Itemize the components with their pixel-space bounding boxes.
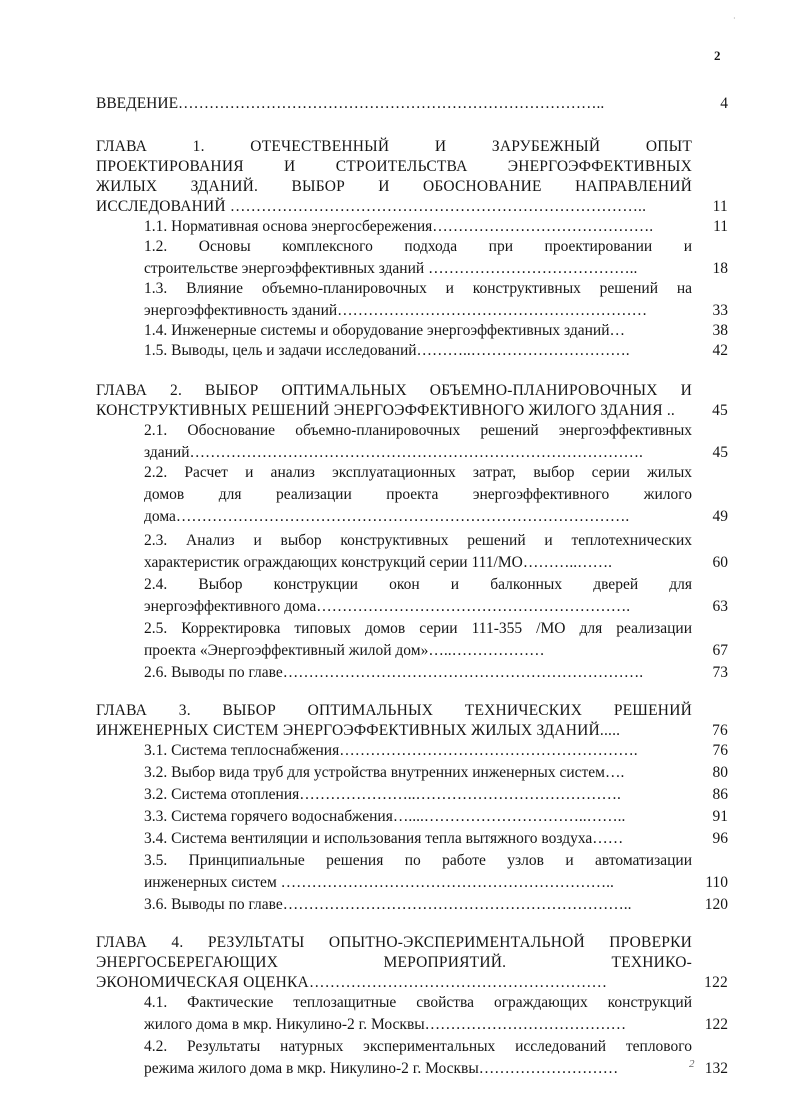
toc-entry-page: 45 bbox=[712, 444, 728, 461]
toc-entry-title: 1.4. Инженерные системы и оборудование энергоэффективных зданий… bbox=[144, 322, 626, 339]
toc-entry-title: 1.3. Влияние объемно-планировочных и конструктивных решений на bbox=[144, 280, 692, 297]
toc-entry-title: ВВЕДЕНИЕ……………………………………………………………………….. bbox=[96, 95, 605, 112]
toc-entry-page: 96 bbox=[712, 830, 728, 847]
toc-entry-page: 122 bbox=[704, 974, 728, 991]
toc-entry-title: 3.2. Выбор вида труб для устройства внутренних инженерных систем…. bbox=[144, 764, 625, 781]
toc-entry-4-1[interactable] bbox=[96, 993, 728, 1033]
toc-entry-title: 3.1. Система теплоснабжения…………………………………………………. bbox=[144, 742, 638, 759]
toc-entry-2-4[interactable] bbox=[96, 575, 728, 615]
toc-entry-page: 76 bbox=[712, 722, 728, 739]
toc-entry-title: инженерных систем ……………………………………………………….. bbox=[144, 874, 614, 891]
toc-entry-3-2[interactable] bbox=[96, 763, 728, 783]
toc-entry-2-6[interactable] bbox=[96, 663, 728, 683]
toc-chapter-4[interactable] bbox=[96, 933, 728, 993]
chapter-title-line: ИНЖЕНЕРНЫХ СИСТЕМ ЭНЕРГОЭФФЕКТИВНЫХ ЖИЛЫХ ЗДАНИЙ..... bbox=[96, 722, 621, 739]
toc-entry-1-4[interactable] bbox=[96, 321, 728, 341]
chapter-title-line: ГЛАВА 1. ОТЕЧЕСТВЕННЫЙ И ЗАРУБЕЖНЫЙ ОПЫТ bbox=[96, 138, 692, 155]
toc-entry-title: режима жилого дома в мкр. Никулино-2 г. Москвы……………………… bbox=[144, 1060, 619, 1077]
toc-entry-page: 45 bbox=[712, 402, 728, 419]
toc-entry-1-2[interactable] bbox=[96, 237, 728, 277]
toc-chapter-2[interactable] bbox=[96, 381, 728, 421]
toc-entry-page: 132 bbox=[704, 1060, 728, 1077]
toc-entry-title: 1.1. Нормативная основа энергосбережения……………………………………. bbox=[144, 218, 654, 235]
toc-entry-2-1[interactable] bbox=[96, 421, 728, 461]
spacer bbox=[96, 359, 728, 381]
toc-entry-1-3[interactable] bbox=[96, 279, 728, 319]
toc-entry-1-1[interactable] bbox=[96, 217, 728, 237]
toc-entry-title: 3.4. Система вентиляции и использования тепла вытяжного воздуха…… bbox=[144, 830, 624, 847]
toc-chapter-1[interactable] bbox=[96, 137, 728, 217]
toc-entry-title: энергоэффективного дома……………………………………………………. bbox=[144, 598, 631, 615]
toc-entry-title: 1.2. Основы комплексного подхода при проектировании и bbox=[144, 238, 692, 255]
toc-entry-title: 3.6. Выводы по главе………………………………………………………….. bbox=[144, 896, 632, 913]
toc-entry-3-3[interactable] bbox=[96, 807, 728, 827]
toc-entry-title: домов для реализации проекта энергоэффективного жилого bbox=[144, 486, 692, 503]
toc-entry-title: 4.2. Результаты натурных экспериментальных исследований теплового bbox=[144, 1038, 692, 1055]
toc-entry-page: 11 bbox=[713, 218, 728, 235]
chapter-title-line: ЖИЛЫХ ЗДАНИЙ. ВЫБОР И ОБОСНОВАНИЕ НАПРАВЛЕНИЙ bbox=[96, 178, 692, 195]
toc-entry-page: 33 bbox=[712, 302, 728, 319]
toc-entry-page: 76 bbox=[712, 742, 728, 759]
corner-mark: · bbox=[733, 14, 736, 23]
toc-entry-title: 2.4. Выбор конструкции окон и балконных дверей для bbox=[144, 576, 692, 593]
toc-entry-page: 11 bbox=[712, 198, 728, 215]
toc-entry-page: 110 bbox=[705, 874, 728, 891]
toc-entry-title: энергоэффективность зданий…………………………………………………… bbox=[144, 302, 648, 319]
chapter-title-line: ЭНЕРГОСБЕРЕГАЮЩИХ МЕРОПРИЯТИЙ. ТЕХНИКО- bbox=[96, 954, 692, 971]
toc-entry-intro[interactable] bbox=[96, 94, 728, 114]
toc-entry-title: 4.1. Фактические теплозащитные свойства ограждающих конструкций bbox=[144, 994, 692, 1011]
toc-entry-page: 49 bbox=[712, 508, 728, 525]
toc-entry-page: 4 bbox=[720, 95, 728, 112]
toc-entry-1-5[interactable] bbox=[96, 341, 728, 361]
chapter-title-line: ГЛАВА 2. ВЫБОР ОПТИМАЛЬНЫХ ОБЪЕМНО-ПЛАНИРОВОЧНЫХ И bbox=[96, 382, 692, 399]
toc-entry-title: зданий……………………………………………………………………………. bbox=[144, 444, 643, 461]
toc-entry-title: 1.5. Выводы, цель и задачи исследований………..…………………………. bbox=[144, 342, 630, 359]
chapter-title-line: ПРОЕКТИРОВАНИЯ И СТРОИТЕЛЬСТВА ЭНЕРГОЭФФЕКТИВНЫХ bbox=[96, 158, 692, 175]
toc-chapter-3[interactable] bbox=[96, 701, 728, 741]
toc-entry-2-2[interactable] bbox=[96, 463, 728, 523]
toc-entry-page: 42 bbox=[712, 342, 728, 359]
chapter-title-line: ИССЛЕДОВАНИЙ …………………………………………………………………….. bbox=[96, 198, 647, 215]
toc-entry-2-5[interactable] bbox=[96, 619, 728, 659]
chapter-title-line: ГЛАВА 4. РЕЗУЛЬТАТЫ ОПЫТНО-ЭКСПЕРИМЕНТАЛЬНОЙ ПРОВЕРКИ bbox=[96, 934, 692, 951]
toc-entry-title: проекта «Энергоэффективный жилой дом»…..……………… bbox=[144, 642, 545, 659]
toc-entry-page: 122 bbox=[704, 1016, 728, 1033]
toc-entry-title: 3.3. Система горячего водоснабжения…....…………………………..…….. bbox=[144, 808, 626, 825]
toc-entry-title: строительстве энергоэффективных зданий ………………………………….. bbox=[144, 260, 638, 277]
chapter-title-line: ГЛАВА 3. ВЫБОР ОПТИМАЛЬНЫХ ТЕХНИЧЕСКИХ РЕШЕНИЙ bbox=[96, 702, 692, 719]
toc-entry-2-3[interactable] bbox=[96, 531, 728, 571]
toc-entry-3-6[interactable] bbox=[96, 895, 728, 915]
toc-entry-title: 3.2. Система отопления…………………..…………………………………. bbox=[144, 786, 621, 803]
toc-entry-page: 60 bbox=[712, 554, 728, 571]
toc-entry-3-5[interactable] bbox=[96, 851, 728, 891]
toc-entry-page: 86 bbox=[712, 786, 728, 803]
toc-entry-page: 67 bbox=[712, 642, 728, 659]
toc-entry-title: 2.3. Анализ и выбор конструктивных решений и теплотехнических bbox=[144, 532, 692, 549]
toc-entry-page: 91 bbox=[712, 808, 728, 825]
chapter-title-line: ЭКОНОМИЧЕСКАЯ ОЦЕНКА………………………………………………… bbox=[96, 974, 608, 991]
toc-entry-3-1[interactable] bbox=[96, 741, 728, 761]
toc-entry-page: 73 bbox=[712, 664, 728, 681]
toc-entry-title: 2.6. Выводы по главе……………………………………………………………. bbox=[144, 664, 644, 681]
toc-entry-page: 18 bbox=[712, 260, 728, 277]
toc-entry-page: 80 bbox=[712, 764, 728, 781]
spacer bbox=[96, 114, 728, 131]
toc-entry-title: 2.1. Обоснование объемно-планировочных решений энергоэффективных bbox=[144, 422, 692, 439]
toc-entry-title: жилого дома в мкр. Никулино-2 г. Москвы………………………………… bbox=[144, 1016, 627, 1033]
toc-entry-page: 120 bbox=[704, 896, 728, 913]
bottom-page-mark: 2 bbox=[689, 1058, 695, 1070]
toc-entry-title: характеристик ограждающих конструкций серии 111/МО………..……. bbox=[144, 554, 612, 571]
toc-entry-page: 38 bbox=[712, 322, 728, 339]
toc-entry-3-4[interactable] bbox=[96, 829, 728, 849]
toc-entry-page: 63 bbox=[712, 598, 728, 615]
toc-entry-title: 3.5. Принципиальные решения по работе узлов и автоматизации bbox=[144, 852, 692, 869]
toc-entry-title: дома……………………………………………………………………………. bbox=[144, 508, 630, 525]
toc-entry-title: 2.5. Корректировка типовых домов серии 111-355 /МО для реализации bbox=[144, 620, 692, 637]
toc-entry-4-2[interactable] bbox=[96, 1037, 728, 1077]
chapter-title-line: КОНСТРУКТИВНЫХ РЕШЕНИЙ ЭНЕРГОЭФФЕКТИВНОГО ЖИЛОГО ЗДАНИЯ .. bbox=[96, 402, 676, 419]
toc-entry-3-2b[interactable] bbox=[96, 785, 728, 805]
page-number: 2 bbox=[714, 48, 721, 63]
table-of-contents bbox=[96, 94, 728, 1077]
toc-entry-title: 2.2. Расчет и анализ эксплуатационных затрат, выбор серии жилых bbox=[144, 464, 692, 481]
